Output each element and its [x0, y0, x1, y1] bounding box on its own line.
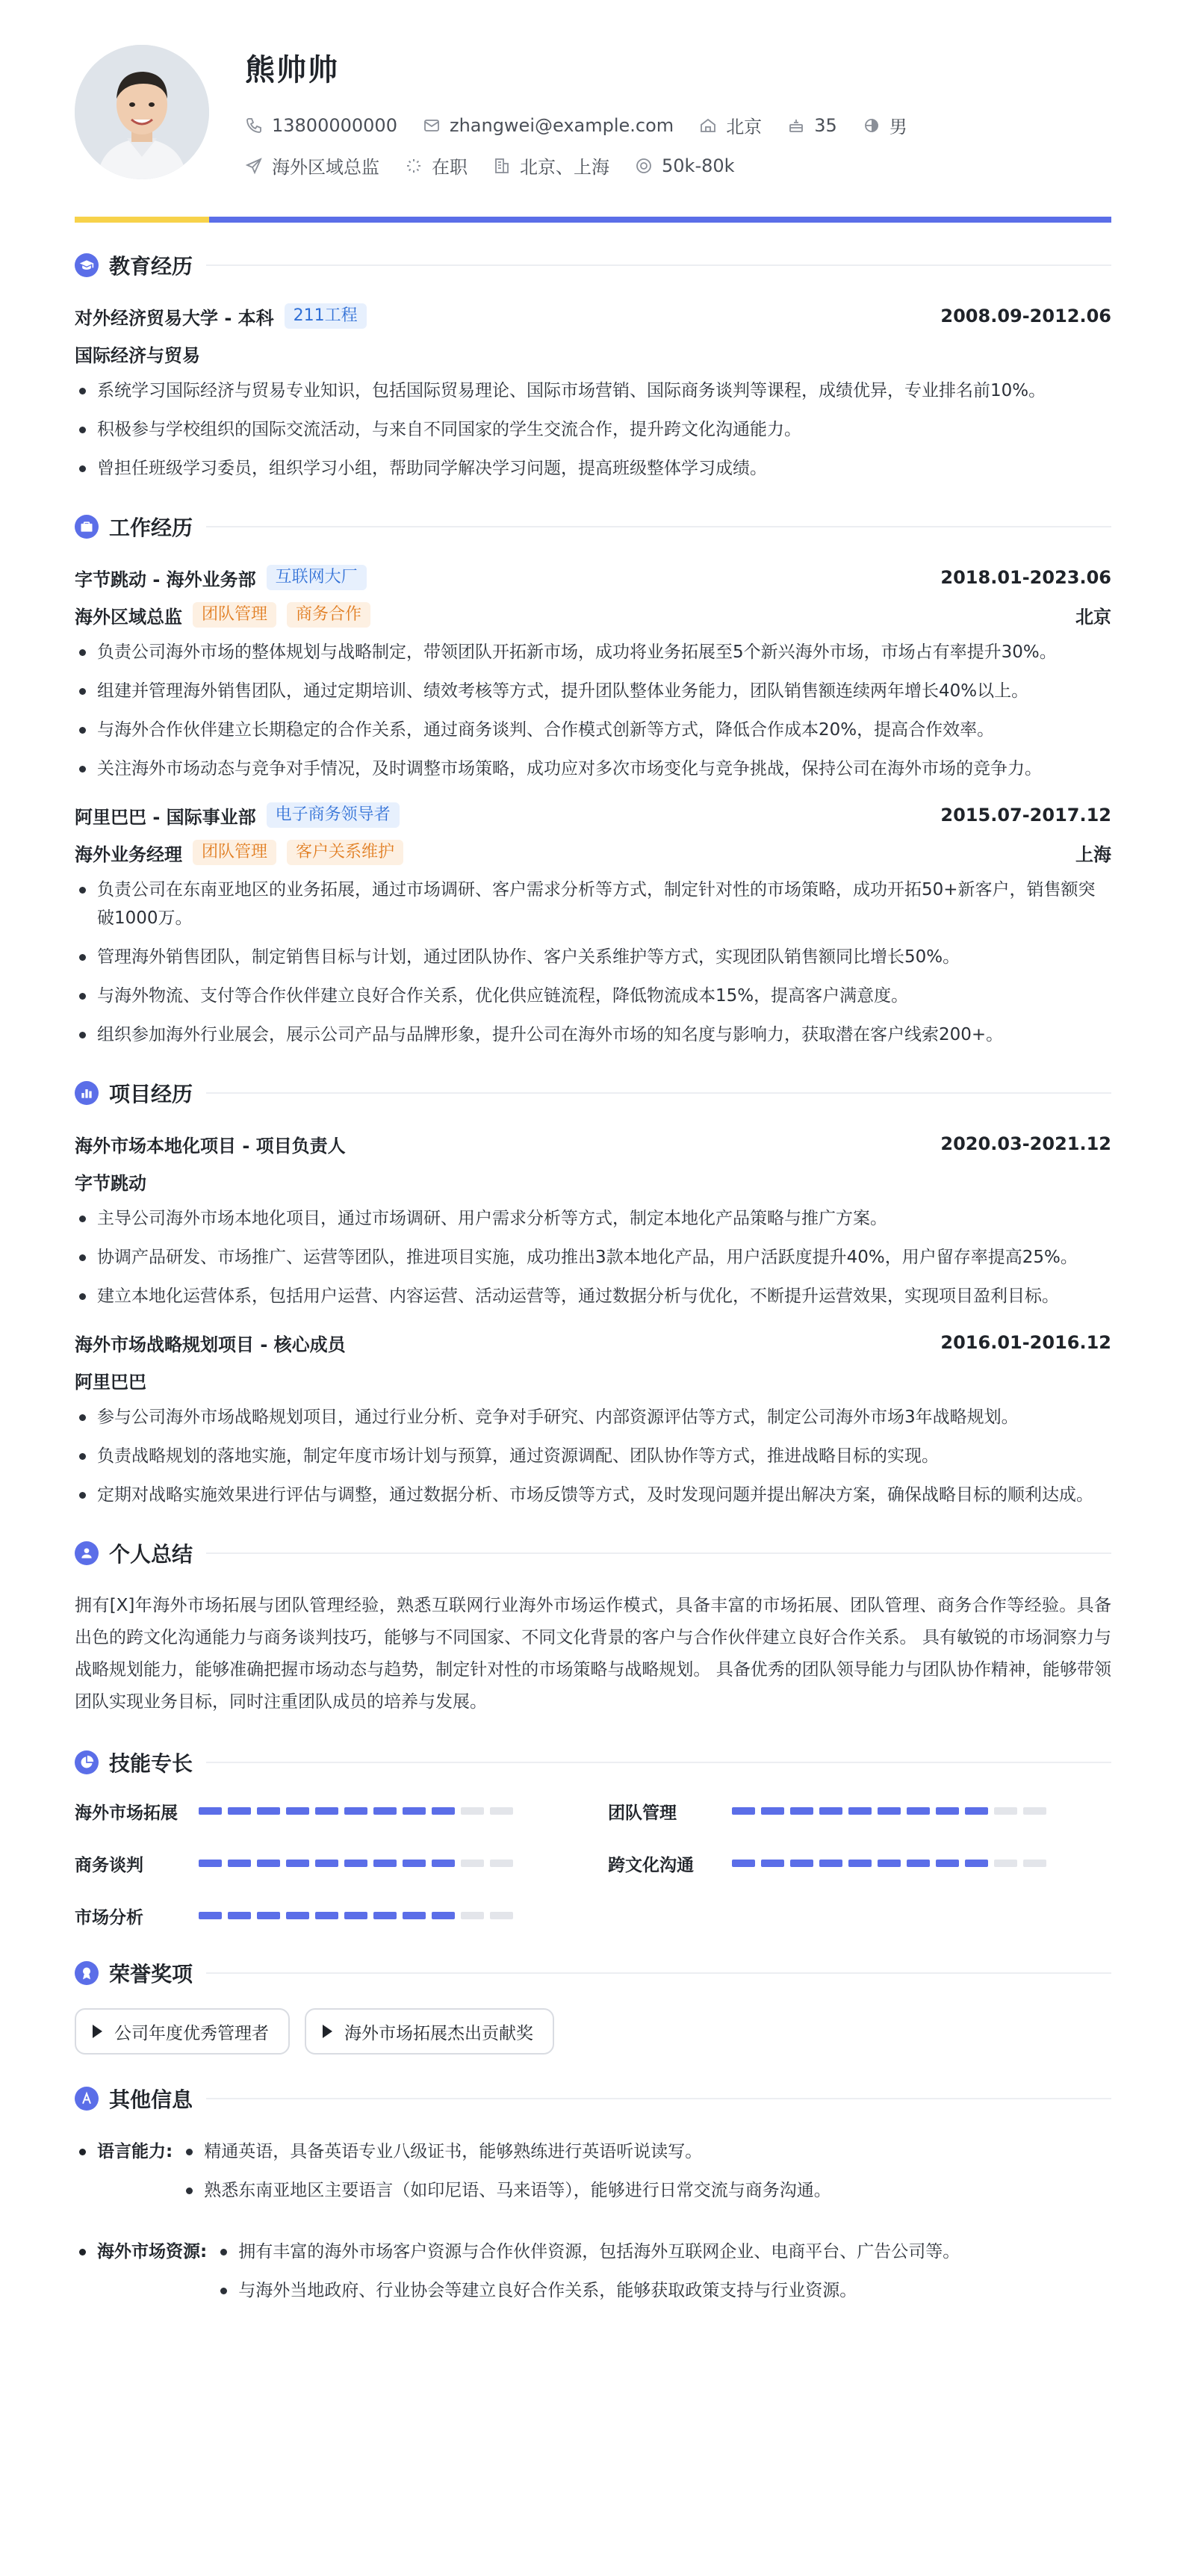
- skill-level-segment-filled: [373, 1860, 397, 1867]
- skill-level-segment-filled: [315, 1860, 338, 1867]
- role-tag: 商务合作: [287, 602, 370, 628]
- work-section: [75, 508, 1111, 1049]
- list-item: 与海外合作伙伴建立长期稳定的合作关系，通过商务谈判、合作模式创新等方式，降低合作成本20%，提高合作效率。: [75, 716, 1111, 744]
- entry-bullets: [75, 1403, 1111, 1509]
- school-tag: 211工程: [285, 303, 367, 329]
- section-divider: [206, 1092, 1111, 1094]
- entry-location: 上海: [1075, 843, 1111, 865]
- section-divider: [206, 526, 1111, 527]
- role-name: 海外业务经理: [75, 843, 182, 865]
- list-item: 主导公司海外市场本地化项目，通过市场调研、用户需求分析等方式，制定本地化产品策略与推广方案。: [75, 1204, 1111, 1233]
- job-intent-row: [245, 152, 760, 179]
- skill-level-segment-filled: [373, 1912, 397, 1919]
- salary-item: [635, 155, 735, 176]
- project-name: 海外市场战略规划项目 - 核心成员: [75, 1334, 346, 1355]
- skill-level-segment-filled: [432, 1912, 455, 1919]
- summary-text: 拥有[X]年海外市场拓展与团队管理经验，熟悉互联网行业海外市场运作模式，具备丰富的市场拓展、团队管理、商务合作等经验。具备出色的跨文化沟通能力与商务谈判技巧，能够与不同国家、不同文化背景的客户与合作伙伴建立良好合作关系。 具有敏锐的市场洞察力与战略规划能力，能够准确把握市场动态与趋势，制定针对性的市场策略与战略规划。 具备优秀的团队领导能力与团队协作精神，能够带领团队实现业务目标，同时注重团队成员的培养与发展。: [75, 1596, 1111, 1712]
- other-group: [75, 2134, 1111, 2211]
- project-org: 阿里巴巴: [75, 1371, 146, 1393]
- entry-subheader: [75, 1162, 1111, 1200]
- target-city-value: 北京、上海: [520, 157, 609, 178]
- entry-location: 北京: [1075, 606, 1111, 628]
- entry-subheader: [75, 596, 1111, 634]
- honor-badge: [305, 2008, 554, 2055]
- role-tag: 团队管理: [193, 602, 276, 628]
- list-item: 系统学习国际经济与贸易专业知识，包括国际贸易理论、国际市场营销、国际商务谈判等课程，成绩优异，专业排名前10%。: [75, 377, 1111, 405]
- skill-level-segment-filled: [819, 1860, 842, 1867]
- skill-level-segment-filled: [228, 1912, 251, 1919]
- list-item: 与海外当地政府、行业协会等建立良好合作关系，能够获取政策支持与行业资源。: [216, 2273, 960, 2309]
- gender-value: 男: [889, 117, 907, 137]
- skill-level-bar: [199, 1807, 519, 1815]
- summary-section: [75, 1535, 1111, 1718]
- candidate-name: 熊帅帅: [245, 53, 339, 87]
- skill-level-segment-empty: [461, 1807, 484, 1815]
- skill-level-segment-filled: [315, 1912, 338, 1919]
- skill-item: [608, 1798, 1111, 1824]
- list-item: 精通英语，具备英语专业八级证书，能够熟练进行英语听说读写。: [181, 2134, 831, 2170]
- education-entry: [75, 297, 1111, 483]
- email-value: zhangwei@example.com: [449, 114, 674, 136]
- divider-accent-yellow: [75, 217, 209, 223]
- honors-list: [75, 2008, 1111, 2055]
- list-item: 组建并管理海外销售团队，通过定期培训、绩效考核等方式，提升团队整体业务能力，团队销售额连续两年增长40%以上。: [75, 677, 1111, 705]
- skill-level-segment-empty: [994, 1807, 1017, 1815]
- age-item: [787, 115, 837, 136]
- major-name: 国际经济与贸易: [75, 344, 200, 366]
- other-group-label: 语言能力:: [75, 2134, 173, 2211]
- phone-value: 13800000000: [272, 114, 397, 136]
- cake-icon: [787, 117, 805, 134]
- skill-level-segment-filled: [907, 1807, 930, 1815]
- skill-level-segment-empty: [461, 1912, 484, 1919]
- company-tag: 电子商务领导者: [267, 802, 400, 828]
- skill-level-segment-filled: [344, 1807, 367, 1815]
- skill-level-segment-filled: [848, 1807, 872, 1815]
- section-header: [75, 508, 1111, 545]
- city-value: 北京: [726, 117, 763, 137]
- list-item: 参与公司海外市场战略规划项目，通过行业分析、竞争对手研究、内部资源评估等方式，制定公司海外市场3年战略规划。: [75, 1403, 1111, 1431]
- skill-level-segment-filled: [761, 1807, 784, 1815]
- entry-bullets: [75, 377, 1111, 483]
- skill-item: [75, 1850, 608, 1877]
- other-groups: [75, 2134, 1111, 2312]
- mail-icon: [423, 117, 441, 134]
- skill-level-segment-filled: [286, 1912, 309, 1919]
- entry-date: 2016.01-2016.12: [940, 1332, 1111, 1353]
- skill-level-segment-empty: [1023, 1860, 1046, 1867]
- list-item: 曾担任班级学习委员，组织学习小组，帮助同学解决学习问题，提高班级整体学习成绩。: [75, 454, 1111, 483]
- skill-level-segment-empty: [994, 1860, 1017, 1867]
- list-item: 关注海外市场动态与竞争对手情况，及时调整市场策略，成功应对多次市场变化与竞争挑战，保持公司在海外市场的竞争力。: [75, 755, 1111, 783]
- list-item: 协调产品研发、市场推广、运营等团队，推进项目实施，成功推出3款本地化产品，用户活跃度提升40%，用户留存率提高25%。: [75, 1243, 1111, 1272]
- skill-level-segment-filled: [432, 1860, 455, 1867]
- other-section: [75, 2080, 1111, 2312]
- section-header: [75, 1954, 1111, 1992]
- gender-item: [863, 112, 907, 138]
- skill-level-segment-filled: [965, 1807, 988, 1815]
- skill-level-bar: [732, 1807, 1052, 1815]
- skill-level-segment-empty: [490, 1860, 513, 1867]
- skill-level-segment-filled: [403, 1807, 426, 1815]
- section-title: 技能专长: [109, 1751, 193, 1776]
- send-icon: [245, 157, 263, 175]
- skill-level-segment-filled: [257, 1860, 280, 1867]
- honor-label: 公司年度优秀管理者: [114, 2023, 269, 2043]
- section-header: [75, 1535, 1111, 1572]
- list-item: 熟悉东南亚地区主要语言（如印尼语、马来语等），能够进行日常交流与商务沟通。: [181, 2173, 831, 2208]
- entry-header: [75, 1324, 1111, 1361]
- avatar: [75, 45, 209, 179]
- entry-subheader: [75, 1361, 1111, 1399]
- skill-level-segment-filled: [907, 1860, 930, 1867]
- age-value: 35: [814, 114, 837, 136]
- skill-level-segment-empty: [490, 1912, 513, 1919]
- skill-level-segment-empty: [1023, 1807, 1046, 1815]
- skill-name: 团队管理: [608, 1803, 677, 1823]
- loading-icon: [405, 157, 423, 175]
- section-title: 其他信息: [109, 2087, 193, 2112]
- list-item: 定期对战略实施效果进行评估与调整，通过数据分析、市场反馈等方式，及时发现问题并提出解决方案，确保战略目标的顺利达成。: [75, 1481, 1111, 1509]
- salary-value: 50k-80k: [662, 155, 735, 176]
- skill-level-segment-filled: [403, 1860, 426, 1867]
- projects-section: [75, 1074, 1111, 1509]
- resume-header: [75, 45, 1111, 221]
- list-item: 建立本地化运营体系，包括用户运营、内容运营、活动运营等，通过数据分析与优化，不断提升运营效果，实现项目盈利目标。: [75, 1282, 1111, 1310]
- list-item: 积极参与学校组织的国际交流活动，与来自不同国家的学生交流合作，提升跨文化沟通能力。: [75, 415, 1111, 444]
- entry-bullets: [75, 876, 1111, 1049]
- skill-level-segment-filled: [790, 1860, 813, 1867]
- section-title: 荣誉奖项: [109, 1962, 193, 1987]
- section-title: 个人总结: [109, 1542, 193, 1567]
- entry-header: [75, 297, 1111, 335]
- skill-level-segment-filled: [228, 1807, 251, 1815]
- section-divider: [206, 264, 1111, 266]
- entry-date: 2020.03-2021.12: [940, 1133, 1111, 1154]
- entry-date: 2015.07-2017.12: [940, 805, 1111, 826]
- entry-date: 2008.09-2012.06: [940, 306, 1111, 326]
- list-item: 负责战略规划的落地实施，制定年度市场计划与预算，通过资源调配、团队协作等方式，推进战略目标的实现。: [75, 1442, 1111, 1470]
- skill-level-segment-filled: [732, 1860, 755, 1867]
- briefcase-icon: [75, 515, 99, 539]
- play-icon: [93, 2025, 102, 2038]
- play-icon: [323, 2025, 332, 2038]
- skill-level-segment-filled: [732, 1807, 755, 1815]
- section-header: [75, 2080, 1111, 2117]
- section-title: 项目经历: [109, 1082, 193, 1106]
- entry-header: [75, 1125, 1111, 1162]
- position-item: [245, 152, 379, 179]
- header-divider: [75, 217, 1111, 223]
- skill-level-segment-filled: [819, 1807, 842, 1815]
- entry-subheader: [75, 335, 1111, 372]
- skill-name: 海外市场拓展: [75, 1803, 178, 1823]
- work-entry: [75, 559, 1111, 783]
- skill-level-segment-filled: [344, 1912, 367, 1919]
- section-header: [75, 1074, 1111, 1112]
- entry-bullets: [75, 1204, 1111, 1310]
- list-item: 负责公司海外市场的整体规划与战略制定，带领团队开拓新市场，成功将业务拓展至5个新兴海外市场，市场占有率提升30%。: [75, 638, 1111, 666]
- list-item: 与海外物流、支付等合作伙伴建立良好合作关系，优化供应链流程，降低物流成本15%，提高客户满意度。: [75, 982, 1111, 1010]
- section-title: 教育经历: [109, 254, 193, 279]
- skill-level-bar: [199, 1912, 519, 1919]
- skill-level-segment-filled: [403, 1912, 426, 1919]
- section-divider: [206, 1552, 1111, 1554]
- list-item: 拥有丰富的海外市场客户资源与合作伙伴资源，包括海外互联网企业、电商平台、广告公司等。: [216, 2234, 960, 2270]
- skill-level-segment-filled: [286, 1807, 309, 1815]
- skill-level-segment-filled: [257, 1807, 280, 1815]
- position-value: 海外区域总监: [272, 157, 379, 178]
- skill-level-segment-filled: [432, 1807, 455, 1815]
- skill-level-segment-filled: [315, 1807, 338, 1815]
- role-tag: 团队管理: [193, 840, 276, 865]
- other-group-label: 海外市场资源:: [75, 2234, 207, 2312]
- entry-header: [75, 559, 1111, 596]
- skill-level-segment-empty: [461, 1860, 484, 1867]
- skill-level-segment-filled: [373, 1807, 397, 1815]
- skills-grid: [75, 1798, 1111, 1929]
- skill-level-segment-filled: [286, 1860, 309, 1867]
- letter-a-icon: [75, 2087, 99, 2111]
- company-name: 字节跳动 - 海外业务部: [75, 569, 256, 590]
- city-item: [699, 112, 762, 138]
- entry-header: [75, 796, 1111, 834]
- project-org: 字节跳动: [75, 1172, 146, 1194]
- bar-chart-icon: [75, 1081, 99, 1105]
- other-group-items: [216, 2234, 960, 2312]
- skill-level-segment-empty: [490, 1807, 513, 1815]
- project-name: 海外市场本地化项目 - 项目负责人: [75, 1135, 346, 1157]
- school-name: 对外经济贸易大学 - 本科: [75, 307, 274, 329]
- skills-section: [75, 1744, 1111, 1929]
- skill-item: [608, 1850, 1111, 1877]
- pie-chart-icon: [75, 1750, 99, 1774]
- company-tag: 互联网大厂: [267, 565, 367, 590]
- list-item: 组织参加海外行业展会，展示公司产品与品牌形象，提升公司在海外市场的知名度与影响力，获取潜在客户线索200+。: [75, 1021, 1111, 1049]
- company-name: 阿里巴巴 - 国际事业部: [75, 806, 256, 828]
- building-icon: [493, 157, 511, 175]
- graduation-cap-icon: [75, 253, 99, 277]
- honor-label: 海外市场拓展杰出贡献奖: [344, 2023, 533, 2043]
- contact-info-row: [245, 112, 933, 138]
- education-section: [75, 247, 1111, 483]
- skill-level-segment-filled: [228, 1860, 251, 1867]
- other-group: [75, 2234, 1111, 2312]
- award-icon: [75, 1961, 99, 1985]
- skill-level-segment-filled: [199, 1807, 222, 1815]
- entry-date: 2018.01-2023.06: [940, 567, 1111, 588]
- skill-level-segment-filled: [257, 1912, 280, 1919]
- skill-level-segment-filled: [344, 1860, 367, 1867]
- skill-level-segment-filled: [761, 1860, 784, 1867]
- phone-icon: [245, 117, 263, 134]
- project-entry: [75, 1125, 1111, 1310]
- skill-item: [75, 1902, 608, 1929]
- section-header: [75, 1744, 1111, 1781]
- home-icon: [699, 117, 717, 134]
- skill-level-segment-filled: [878, 1807, 901, 1815]
- email-item: [423, 115, 674, 136]
- section-title: 工作经历: [109, 515, 193, 540]
- skill-level-bar: [732, 1860, 1052, 1867]
- skill-level-segment-filled: [936, 1860, 959, 1867]
- section-divider: [206, 1972, 1111, 1974]
- coin-icon: [635, 157, 653, 175]
- target-city-item: [493, 152, 609, 179]
- skill-name: 市场分析: [75, 1907, 143, 1928]
- phone-item: [245, 115, 397, 136]
- skill-level-bar: [199, 1860, 519, 1867]
- work-entry: [75, 796, 1111, 1049]
- divider-accent-blue: [209, 217, 1111, 223]
- section-divider: [206, 2098, 1111, 2099]
- skill-name: 跨文化沟通: [608, 1855, 694, 1875]
- entry-bullets: [75, 638, 1111, 783]
- skill-name: 商务谈判: [75, 1855, 143, 1875]
- gender-icon: [863, 117, 881, 134]
- skill-level-segment-filled: [848, 1860, 872, 1867]
- role-name: 海外区域总监: [75, 606, 182, 628]
- skill-item: [75, 1798, 608, 1824]
- user-icon: [75, 1541, 99, 1565]
- skill-level-segment-filled: [878, 1860, 901, 1867]
- list-item: 负责公司在东南亚地区的业务拓展，通过市场调研、客户需求分析等方式，制定针对性的市场策略，成功开拓50+新客户，销售额突破1000万。: [75, 876, 1111, 932]
- skill-level-segment-filled: [790, 1807, 813, 1815]
- skill-level-segment-filled: [965, 1860, 988, 1867]
- honors-section: [75, 1954, 1111, 2055]
- role-tag: 客户关系维护: [287, 840, 403, 865]
- skill-level-segment-filled: [199, 1860, 222, 1867]
- section-header: [75, 247, 1111, 284]
- list-item: 管理海外销售团队，制定销售目标与计划，通过团队协作、客户关系维护等方式，实现团队销售额同比增长50%。: [75, 943, 1111, 971]
- honor-badge: [75, 2008, 290, 2055]
- status-value: 在职: [432, 157, 468, 178]
- status-item: [405, 152, 468, 179]
- section-divider: [206, 1762, 1111, 1763]
- skill-level-segment-filled: [936, 1807, 959, 1815]
- project-entry: [75, 1324, 1111, 1509]
- other-group-items: [181, 2134, 831, 2211]
- skill-level-segment-filled: [199, 1912, 222, 1919]
- entry-subheader: [75, 834, 1111, 871]
- avatar-portrait-icon: [75, 45, 209, 179]
